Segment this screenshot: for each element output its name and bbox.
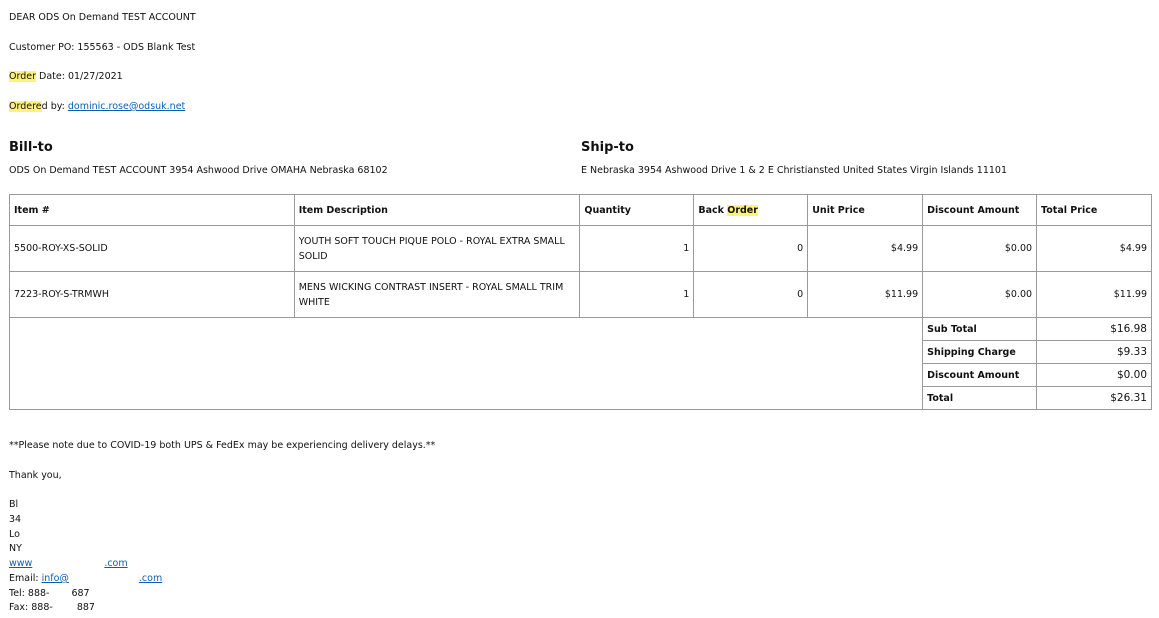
greeting: DEAR ODS On Demand TEST ACCOUNT [9,12,196,23]
order-items-table [9,194,1152,410]
email-link-start: info@ [41,573,69,584]
shipping-value: $9.33 [1037,341,1152,364]
discount-label: Discount Amount [923,364,1037,387]
ordered-by-label-mid: e [35,101,42,112]
cell-unit-price: $4.99 [808,226,923,272]
signature-email [9,573,162,584]
cell-discount: $0.00 [923,226,1037,272]
thank-you: Thank you, [9,470,62,481]
signature-line-3: Lo [9,529,20,540]
header-discount: Discount Amount [923,195,1037,226]
order-date-label-highlight: Order [9,71,36,82]
header-back-order-highlight: Order [727,204,758,216]
subtotal-label: Sub Total [923,318,1037,341]
total-value: $26.31 [1037,387,1152,410]
covid-note: **Please note due to COVID-19 both UPS & FedEx may be experiencing delivery delays.** [9,440,436,451]
tel-label: Tel: 888- [9,588,50,599]
cell-item: 7223-ROY-S-TRMWH [10,272,295,318]
bill-to-title: Bill-to [9,140,53,155]
total-label: Total [923,387,1037,410]
signature-tel [9,588,90,599]
subtotal-value: $16.98 [1037,318,1152,341]
ordered-by-label-highlight: Order [9,101,36,112]
cell-item: 5500-ROY-XS-SOLID [10,226,295,272]
signature-fax [9,602,95,613]
cell-quantity: 1 [580,272,694,318]
cell-back-order: 0 [694,272,808,318]
cell-description: MENS WICKING CONTRAST INSERT - ROYAL SMALL TRIM WHITE [294,272,580,318]
email-link-end: .com [138,573,163,584]
signature-line-2: 34 [9,514,22,525]
header-item: Item # [10,195,295,226]
cell-total: $11.99 [1037,272,1152,318]
ordered-by [9,101,185,112]
table-row [10,226,1152,272]
order-date [9,71,123,82]
cell-back-order: 0 [694,226,808,272]
shipping-label: Shipping Charge [923,341,1037,364]
discount-value: $0.00 [1037,364,1152,387]
header-back-order-prefix: Back [698,204,728,216]
email-link[interactable] [42,573,163,584]
cell-unit-price: $11.99 [808,272,923,318]
cell-total: $4.99 [1037,226,1152,272]
header-back-order [694,195,808,226]
header-total: Total Price [1037,195,1152,226]
signature-website [9,558,128,569]
cell-quantity: 1 [580,226,694,272]
table-row [10,272,1152,318]
signature-line-4: NY [9,543,22,554]
customer-po: Customer PO: 155563 - ODS Blank Test [9,42,196,53]
header-description: Item Description [294,195,580,226]
tel-tail: 687 [71,588,90,599]
ordered-by-email-link[interactable]: dominic.rose@odsuk.net [67,101,186,112]
summary-blank-area [10,318,923,410]
table-header-row [10,195,1152,226]
cell-description: YOUTH SOFT TOUCH PIQUE POLO - ROYAL EXTRA SMALL SOLID [294,226,580,272]
website-link[interactable] [9,558,128,569]
website-link-end: .com [104,558,128,569]
fax-label: Fax: 888- [9,602,53,613]
signature-line-1: Bl [9,499,19,510]
ship-to-title: Ship-to [581,140,634,155]
fax-tail: 887 [76,602,95,613]
email-label: Email: [9,573,42,584]
summary-row-subtotal [10,318,1152,341]
bill-to-address: ODS On Demand TEST ACCOUNT 3954 Ashwood Drive OMAHA Nebraska 68102 [9,165,388,176]
ordered-by-label: d by: [41,101,65,112]
ship-to-address: E Nebraska 3954 Ashwood Drive 1 & 2 E Christiansted United States Virgin Islands 11101 [581,165,1007,176]
header-quantity: Quantity [580,195,694,226]
header-unit-price: Unit Price [808,195,923,226]
cell-discount: $0.00 [923,272,1037,318]
order-date-label: Date: [36,71,65,82]
website-link-start: www [9,558,33,569]
order-date-value: 01/27/2021 [64,71,123,82]
